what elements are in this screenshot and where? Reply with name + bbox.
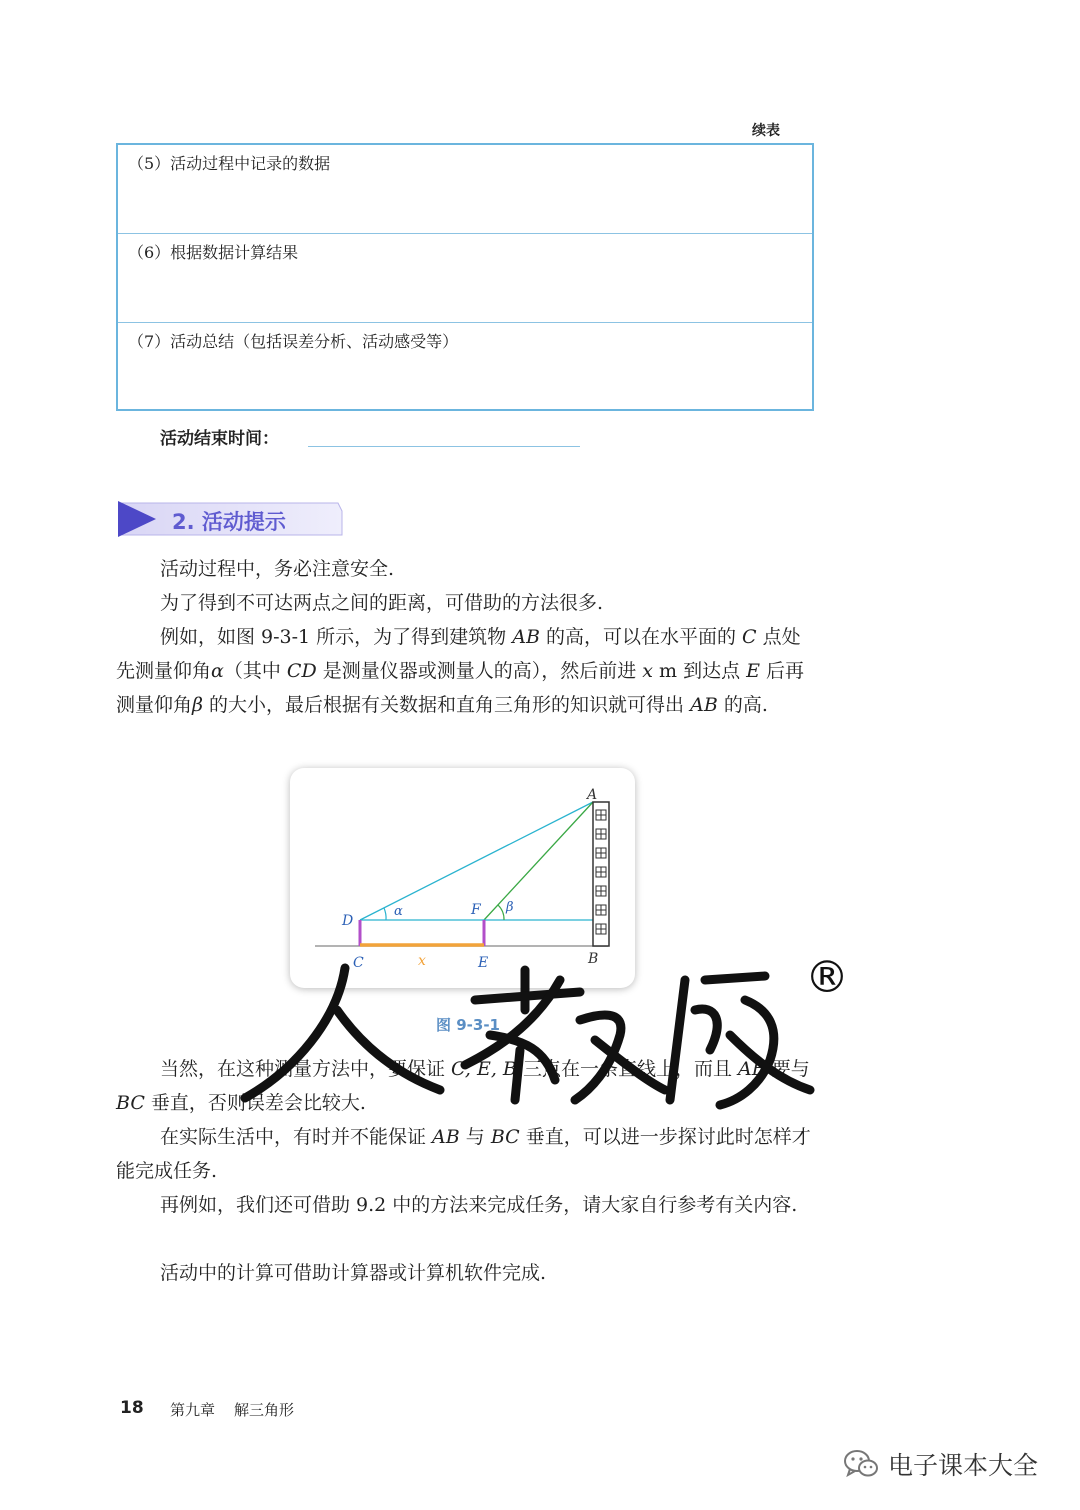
- paragraph-collinear: 当然，在这种测量方法中，要保证 C, E, B 三点在一条直线上，而且 AB 要与 BC 垂直，否则误差会比较大.: [116, 1058, 810, 1114]
- label-f: F: [471, 902, 481, 918]
- continued-table-label: 续表: [752, 123, 780, 139]
- wechat-icon: [842, 1448, 880, 1480]
- end-time-label: 活动结束时间：: [160, 429, 279, 449]
- label-e: E: [478, 955, 489, 971]
- paragraph-example: 例如，如图 9-3-1 所示，为了得到建筑物 AB 的高，可以在水平面的 C 点处先测量仰角α（其中 CD 是测量仪器或测量人的高），然后前进 x m 到达点 E 后再测量仰角β 的大小，最后根据有关数据和直角三角形的知识就可得出 AB 的高.: [116, 626, 805, 716]
- registered-mark: ®: [805, 952, 849, 1003]
- paragraph-practical: 在实际生活中，有时并不能保证 AB 与 BC 垂直，可以进一步探讨此时怎样才能完成任务.: [116, 1126, 811, 1182]
- table-row: （5）活动过程中记录的数据: [118, 145, 812, 234]
- angle-alpha-arc: [384, 908, 386, 920]
- label-a: A: [587, 787, 598, 803]
- label-d: D: [342, 913, 354, 929]
- end-time-blank-line: [308, 446, 580, 447]
- chapter-title: 解三角形: [234, 1401, 295, 1419]
- chapter-label: 第九章: [170, 1401, 216, 1419]
- label-b: B: [588, 951, 599, 967]
- building-ab: [593, 802, 609, 946]
- paragraph-methods: 为了得到不可达两点之间的距离，可借助的方法很多.: [160, 592, 604, 614]
- label-alpha: α: [394, 904, 403, 919]
- label-c: C: [353, 955, 364, 971]
- publisher-watermark-logo: [225, 940, 865, 1110]
- account-name: 电子课本大全: [888, 1451, 1039, 1480]
- table-row: （6）根据数据计算结果: [118, 234, 812, 323]
- label-beta: β: [506, 900, 514, 915]
- paragraph-another-example: 再例如，我们还可借助 9.2 中的方法来完成任务，请大家自行参考有关内容.: [160, 1194, 798, 1216]
- activity-record-table: [116, 143, 814, 411]
- paragraph-calculator: 活动中的计算可借助计算器或计算机软件完成.: [160, 1262, 547, 1284]
- figure-caption: 图 9-3-1: [436, 1016, 500, 1034]
- table-row: （7）活动总结（包括误差分析、活动感受等）: [128, 332, 459, 351]
- angle-beta-arc: [498, 905, 504, 920]
- paragraph-safety: 活动过程中，务必注意安全.: [160, 558, 395, 580]
- account-brand: [842, 1446, 1038, 1482]
- section-title: 2. 活动提示: [172, 510, 286, 534]
- sight-line-fa: [484, 802, 593, 920]
- page-number: 18: [120, 1398, 144, 1418]
- label-x: x: [418, 953, 426, 969]
